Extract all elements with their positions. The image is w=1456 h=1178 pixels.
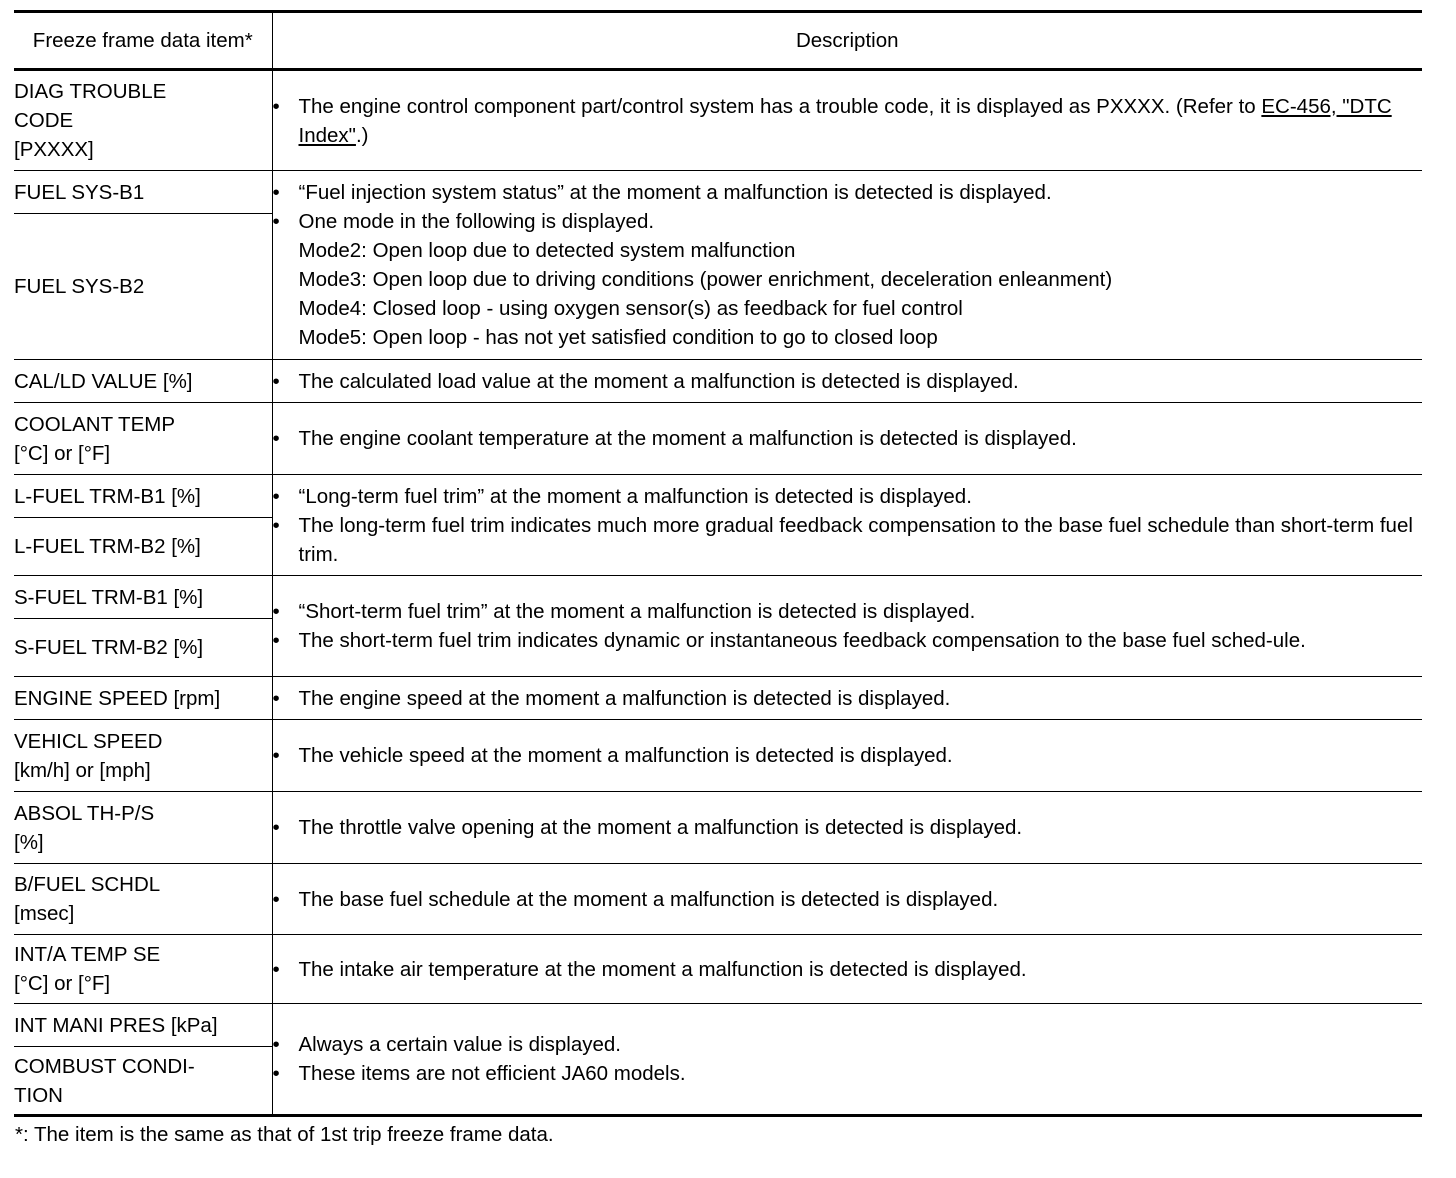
bullet-text: The engine control component part/control system has a trouble code, it is displayed as PXXXX. (Refer to bbox=[298, 94, 1256, 118]
item-line: [°C] or [°F] bbox=[14, 972, 111, 995]
table-header-row bbox=[14, 12, 1422, 70]
description-cell bbox=[272, 403, 1422, 475]
item-cell: S-FUEL TRM-B1 [%] bbox=[14, 576, 272, 619]
item-cell bbox=[14, 403, 272, 475]
bullet-item: • “Short-term fuel trim” at the moment a malfunction is detected is displayed. bbox=[273, 597, 1423, 626]
item-cell bbox=[14, 792, 272, 864]
item-cell: S-FUEL TRM-B2 [%] bbox=[14, 619, 272, 677]
item-cell bbox=[14, 1047, 272, 1116]
table-row bbox=[14, 70, 1422, 171]
bullet-list bbox=[273, 92, 1423, 150]
bullet-text-tail: .) bbox=[355, 123, 369, 147]
bullet-item: • The intake air temperature at the moment a malfunction is detected is displayed. bbox=[273, 955, 1423, 984]
bullet-item: • The short-term fuel trim indicates dynamic or instantaneous feedback compensation to the base fuel sched-ule. bbox=[273, 626, 1423, 655]
item-cell: ENGINE SPEED [rpm] bbox=[14, 677, 272, 720]
table-row bbox=[14, 792, 1422, 864]
bullet-list bbox=[273, 955, 1423, 984]
description-cell bbox=[272, 677, 1422, 720]
table-row bbox=[14, 475, 1422, 518]
bullet-item: • The engine coolant temperature at the moment a malfunction is detected is displayed. bbox=[273, 424, 1423, 453]
item-line: DIAG TROUBLE bbox=[14, 80, 167, 103]
description-cell bbox=[272, 576, 1422, 677]
bullet-item: • “Long-term fuel trim” at the moment a malfunction is detected is displayed. bbox=[273, 482, 1423, 511]
bullet-item: • These items are not efficient JA60 models. bbox=[273, 1059, 1423, 1088]
table-row bbox=[14, 935, 1422, 1004]
description-cell bbox=[272, 1004, 1422, 1116]
table-row bbox=[14, 576, 1422, 619]
mode-line: Mode3: Open loop due to driving conditions (power enrichment, deceleration enleanment) bbox=[298, 268, 1113, 291]
bullet-item bbox=[273, 92, 1423, 150]
item-cell bbox=[14, 935, 272, 1004]
bullet-item: • Always a certain value is displayed. bbox=[273, 1030, 1423, 1059]
bullet-list bbox=[273, 424, 1423, 453]
description-cell bbox=[272, 864, 1422, 935]
item-line: COMBUST CONDI- bbox=[14, 1054, 195, 1078]
header-item: Freeze frame data item* bbox=[14, 12, 272, 70]
bullet-list bbox=[273, 741, 1423, 770]
bullet-list bbox=[273, 1030, 1423, 1088]
item-cell: L-FUEL TRM-B1 [%] bbox=[14, 475, 272, 518]
table-row bbox=[14, 720, 1422, 792]
bullet-list bbox=[273, 367, 1423, 396]
description-cell bbox=[272, 475, 1422, 576]
item-line: [°C] or [°F] bbox=[14, 441, 111, 465]
item-cell bbox=[14, 864, 272, 935]
bullet-list bbox=[273, 597, 1423, 655]
item-cell: FUEL SYS-B2 bbox=[14, 214, 272, 360]
bullet-item: • The long-term fuel trim indicates much more gradual feedback compensation to the base fuel schedule than short-term fuel trim. bbox=[273, 511, 1423, 569]
table-row bbox=[14, 864, 1422, 935]
item-cell bbox=[14, 720, 272, 792]
table-row bbox=[14, 403, 1422, 475]
table-row bbox=[14, 1004, 1422, 1047]
bullet-list bbox=[273, 885, 1423, 914]
item-line: [%] bbox=[14, 830, 44, 854]
item-line: TION bbox=[14, 1083, 63, 1107]
item-line: [PXXXX] bbox=[14, 138, 94, 161]
description-cell bbox=[272, 720, 1422, 792]
bullet-list bbox=[273, 684, 1423, 713]
dtc-index-link[interactable]: EC-456, "DTC Index" bbox=[298, 94, 1392, 147]
item-line: CODE bbox=[14, 109, 74, 132]
description-cell bbox=[272, 935, 1422, 1004]
footnote: *: The item is the same as that of 1st trip freeze frame data. bbox=[15, 1123, 554, 1146]
description-cell bbox=[272, 360, 1422, 403]
table-row bbox=[14, 677, 1422, 720]
item-line: ABSOL TH-P/S bbox=[14, 801, 155, 825]
description-cell bbox=[272, 171, 1422, 360]
mode-line: Mode2: Open loop due to detected system malfunction bbox=[298, 239, 796, 262]
bullet-item: • “Fuel injection system status” at the moment a malfunction is detected is displayed. bbox=[273, 178, 1423, 207]
table-row bbox=[14, 360, 1422, 403]
description-cell bbox=[272, 792, 1422, 864]
bullet-list bbox=[273, 178, 1423, 236]
mode-line: Mode5: Open loop - has not yet satisfied condition to go to closed loop bbox=[298, 326, 938, 349]
description-cell bbox=[272, 70, 1422, 171]
item-cell: CAL/LD VALUE [%] bbox=[14, 360, 272, 403]
bullet-item: • The calculated load value at the moment a malfunction is detected is displayed. bbox=[273, 367, 1423, 396]
bullet-list bbox=[273, 813, 1423, 842]
freeze-frame-document bbox=[14, 10, 1422, 1148]
table-row bbox=[14, 171, 1422, 214]
header-description: Description bbox=[272, 12, 1422, 70]
mode-line: Mode4: Closed loop - using oxygen sensor(s) as feedback for fuel control bbox=[298, 297, 963, 320]
item-line: [msec] bbox=[14, 902, 75, 925]
item-cell: INT MANI PRES [kPa] bbox=[14, 1004, 272, 1047]
item-cell bbox=[14, 70, 272, 171]
bullet-text: One mode in the following is displayed. bbox=[298, 210, 655, 233]
item-line: [km/h] or [mph] bbox=[14, 758, 151, 782]
bullet-list bbox=[273, 482, 1423, 569]
bullet-item: • The engine speed at the moment a malfunction is detected is displayed. bbox=[273, 684, 1423, 713]
item-line: COOLANT TEMP bbox=[14, 412, 175, 436]
bullet-item: • The base fuel schedule at the moment a malfunction is detected is displayed. bbox=[273, 885, 1423, 914]
item-line: INT/A TEMP SE bbox=[14, 943, 161, 966]
item-cell: L-FUEL TRM-B2 [%] bbox=[14, 518, 272, 576]
freeze-frame-table bbox=[14, 10, 1422, 1117]
bullet-item: • The throttle valve opening at the moment a malfunction is detected is displayed. bbox=[273, 813, 1423, 842]
item-cell: FUEL SYS-B1 bbox=[14, 171, 272, 214]
bullet-item: • The vehicle speed at the moment a malfunction is detected is displayed. bbox=[273, 741, 1423, 770]
item-line: B/FUEL SCHDL bbox=[14, 873, 161, 896]
bullet-item bbox=[273, 207, 1423, 236]
item-line: VEHICL SPEED bbox=[14, 729, 163, 753]
